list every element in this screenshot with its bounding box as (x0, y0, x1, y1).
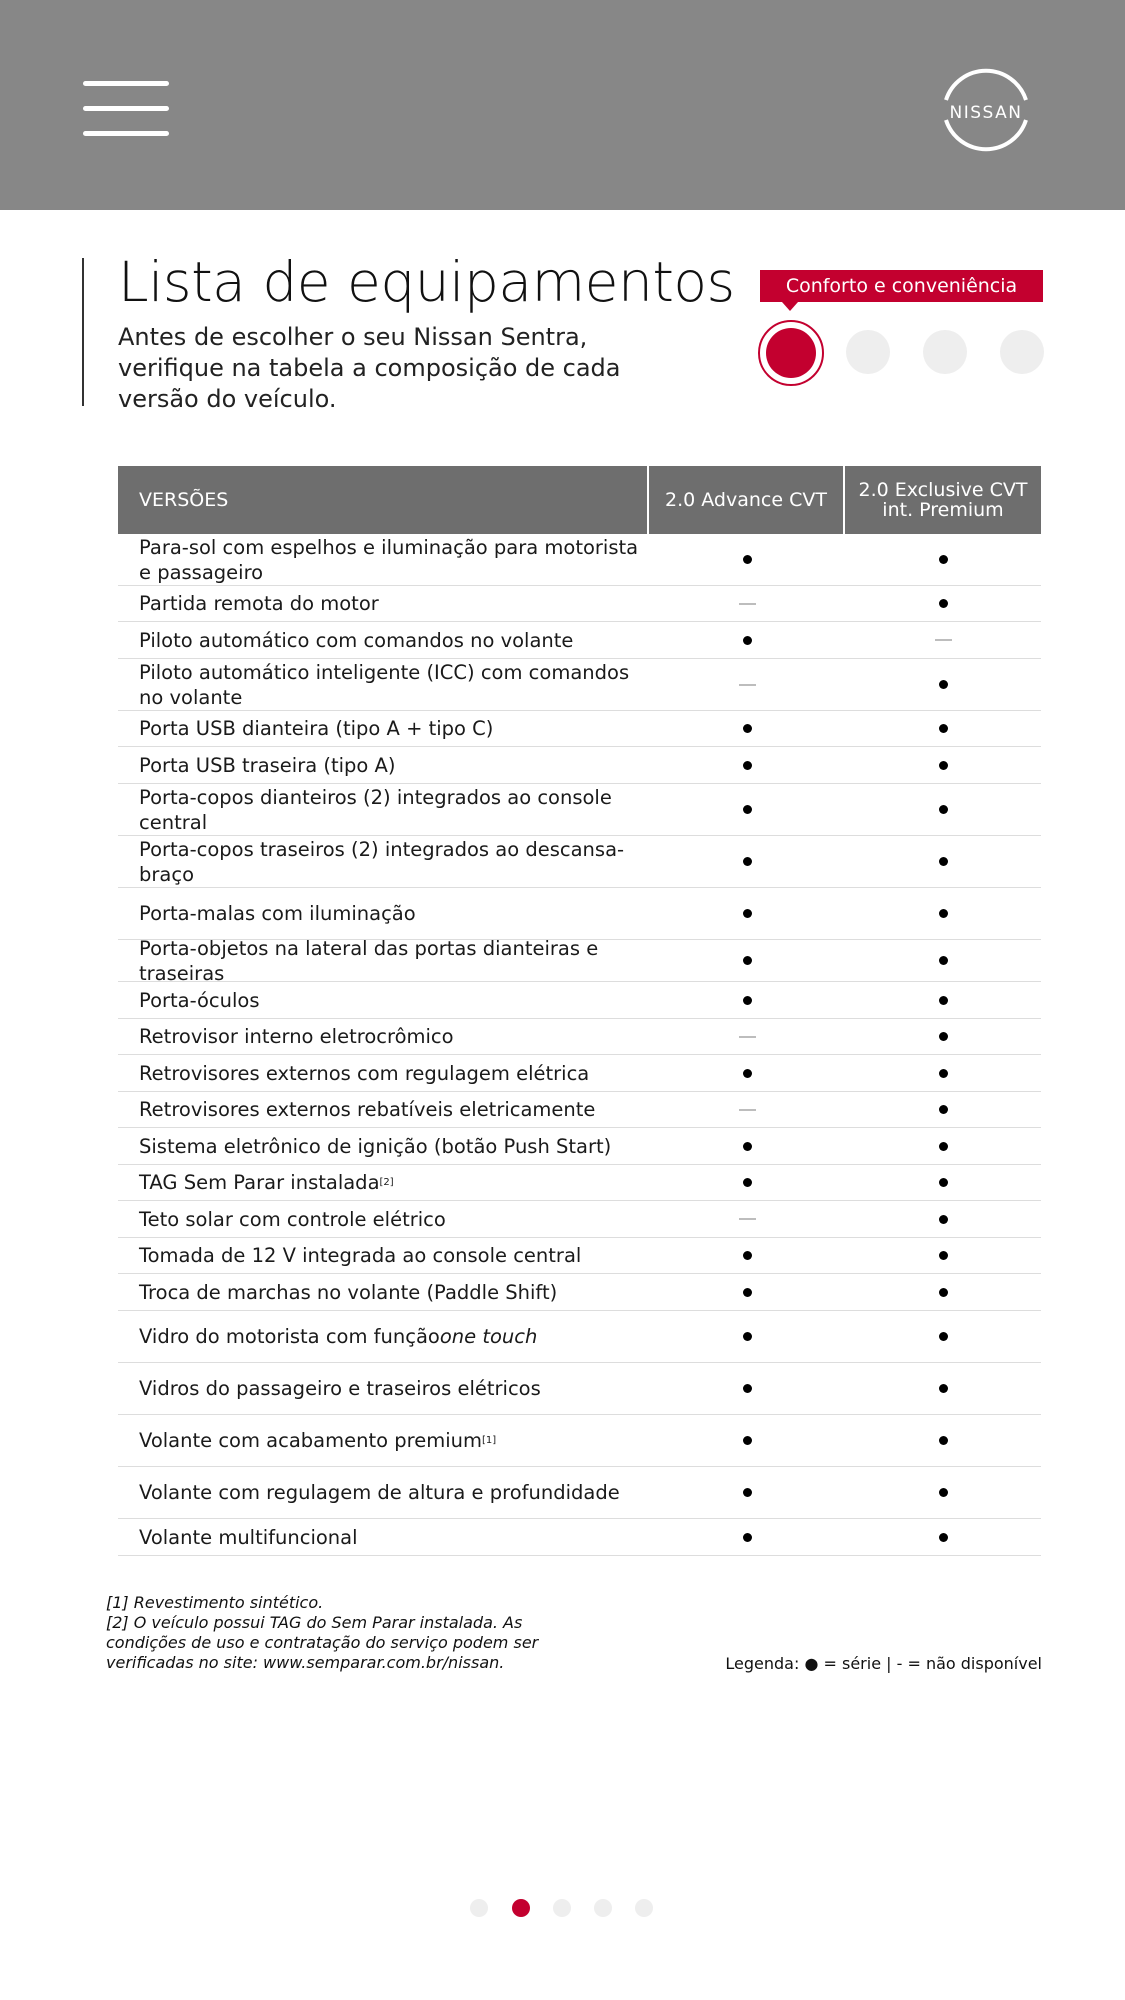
page-subtitle: Antes de escolher o seu Nissan Sentra, verifique na tabela a composição de cada versão do veículo. (118, 323, 621, 413)
equipment-label (139, 1311, 639, 1362)
unavailable-dash-icon (935, 639, 952, 641)
equipment-label (139, 1165, 639, 1200)
standard-dot-icon (743, 956, 752, 965)
equipment-label (139, 1274, 639, 1310)
standard-dot-icon (939, 805, 948, 814)
equipment-label-text: Para-sol com espelhos e iluminação para motorista e passageiro (139, 535, 639, 584)
page-title: Lista de equipamentos (118, 250, 735, 314)
nissan-logo (930, 64, 1042, 156)
legend: Legenda: ● = série | - = não disponível (725, 1654, 1042, 1673)
standard-dot-icon (743, 1288, 752, 1297)
standard-dot-icon (939, 724, 948, 733)
standard-dot-icon (743, 1332, 752, 1341)
standard-dot-icon (939, 1288, 948, 1297)
equipment-label (139, 1415, 639, 1466)
hamburger-menu-icon[interactable] (83, 81, 169, 136)
exclusive-availability (845, 1165, 1041, 1200)
exclusive-availability (845, 1055, 1041, 1091)
table-row (118, 1128, 1041, 1165)
equipment-label (139, 534, 639, 585)
equipment-label-text: Retrovisores externos rebatíveis eletricamente (139, 1098, 596, 1121)
table-row (118, 1311, 1041, 1363)
table-row (118, 1201, 1041, 1238)
category-dot-4[interactable] (1000, 330, 1044, 374)
page-dot-5[interactable] (635, 1899, 653, 1917)
exclusive-availability (845, 1092, 1041, 1127)
unavailable-dash-icon (739, 1036, 756, 1038)
unavailable-dash-icon (739, 1109, 756, 1111)
table-row (118, 586, 1041, 622)
standard-dot-icon (743, 1251, 752, 1260)
footnote-2: [2] O veículo possui TAG do Sem Parar instalada. As condições de uso e contratação do serviço podem ser verificadas no site: www.semparar.com.br/nissan. (106, 1613, 539, 1672)
advance-availability (649, 1201, 845, 1237)
column-header-exclusive: 2.0 Exclusive CVT int. Premium (858, 479, 1028, 521)
exclusive-availability (845, 836, 1041, 887)
exclusive-availability (845, 1128, 1041, 1164)
standard-dot-icon (743, 636, 752, 645)
standard-dot-icon (743, 857, 752, 866)
equipment-label-text: Partida remota do motor (139, 592, 379, 615)
standard-dot-icon (939, 857, 948, 866)
column-header-advance: 2.0 Advance CVT (649, 466, 845, 534)
equipment-label-text: Troca de marchas no volante (Paddle Shift) (139, 1280, 558, 1304)
advance-availability (649, 622, 845, 658)
advance-availability (649, 1311, 845, 1362)
advance-availability (649, 1467, 845, 1518)
exclusive-availability (845, 1274, 1041, 1310)
standard-dot-icon (939, 1332, 948, 1341)
equipment-label-text: Porta-objetos na lateral das portas dianteiras e traseiras (139, 936, 599, 985)
exclusive-availability (845, 982, 1041, 1018)
standard-dot-icon (939, 680, 948, 689)
equipment-label-text: Vidro do motorista com função (139, 1325, 440, 1348)
equipment-label-text: Tomada de 12 V integrada ao console central (139, 1244, 582, 1267)
equipment-label-text: Piloto automático inteligente (ICC) com comandos no volante (139, 660, 630, 709)
category-dot-2[interactable] (846, 330, 890, 374)
equipment-label-text: Piloto automático com comandos no volante (139, 628, 574, 652)
advance-availability (649, 1519, 845, 1555)
table-row (118, 888, 1041, 940)
standard-dot-icon (939, 1384, 948, 1393)
table-row (118, 1019, 1041, 1055)
equipment-label (139, 784, 639, 835)
advance-availability (649, 1055, 845, 1091)
standard-dot-icon (939, 1069, 948, 1078)
equipment-label (139, 1363, 639, 1414)
exclusive-availability (845, 747, 1041, 783)
standard-dot-icon (939, 1032, 948, 1041)
standard-dot-icon (939, 599, 948, 608)
equipment-label (139, 659, 639, 710)
equipment-label-text: Porta-copos traseiros (2) integrados ao descansa-braço (139, 837, 625, 886)
category-dot-1[interactable] (758, 320, 824, 386)
advance-availability (649, 1363, 845, 1414)
equipment-label (139, 747, 639, 783)
standard-dot-icon (743, 1384, 752, 1393)
footnote-ref: [1] (481, 1435, 497, 1446)
advance-availability (649, 586, 845, 621)
exclusive-availability (845, 1311, 1041, 1362)
standard-dot-icon (743, 1533, 752, 1542)
standard-dot-icon (939, 1251, 948, 1260)
equipment-label-text: Porta-óculos (139, 988, 260, 1012)
standard-dot-icon (939, 1436, 948, 1445)
table-row (118, 1055, 1041, 1092)
standard-dot-icon (743, 996, 752, 1005)
standard-dot-icon (939, 909, 948, 918)
equipment-label (139, 1467, 639, 1518)
table-row (118, 836, 1041, 888)
page-dot-2[interactable] (512, 1899, 530, 1917)
advance-availability (649, 1274, 845, 1310)
equipment-label (139, 1128, 639, 1164)
equipment-label (139, 1238, 639, 1273)
equipment-label (139, 711, 639, 746)
advance-availability (649, 1019, 845, 1054)
exclusive-availability (845, 711, 1041, 746)
exclusive-availability (845, 534, 1041, 585)
brand-wordmark: NISSAN (949, 103, 1023, 123)
standard-dot-icon (743, 1069, 752, 1078)
advance-availability (649, 1128, 845, 1164)
equipment-label (139, 1092, 639, 1127)
standard-dot-icon (939, 1488, 948, 1497)
advance-availability (649, 747, 845, 783)
page-dot-1[interactable] (470, 1899, 488, 1917)
standard-dot-icon (743, 1178, 752, 1187)
page-dot-3[interactable] (553, 1899, 571, 1917)
exclusive-availability (845, 1238, 1041, 1273)
standard-dot-icon (939, 761, 948, 770)
advance-availability (649, 784, 845, 835)
standard-dot-icon (743, 1488, 752, 1497)
advance-availability (649, 534, 845, 585)
standard-dot-icon (939, 1178, 948, 1187)
equipment-label (139, 836, 639, 887)
table-row (118, 1415, 1041, 1467)
equipment-label-text: Sistema eletrônico de ignição (botão Push Start) (139, 1134, 612, 1158)
exclusive-availability (845, 1519, 1041, 1555)
table-row (118, 1363, 1041, 1415)
table-row (118, 784, 1041, 836)
advance-availability (649, 940, 845, 981)
equipment-label-text: Porta-copos dianteiros (2) integrados ao console central (139, 785, 612, 834)
standard-dot-icon (743, 724, 752, 733)
table-row (118, 1092, 1041, 1128)
footnote-1: [1] Revestimento sintético. (106, 1593, 324, 1612)
advance-availability (649, 1092, 845, 1127)
equipment-label (139, 982, 639, 1018)
exclusive-availability (845, 784, 1041, 835)
equipment-label (139, 1519, 639, 1555)
advance-availability (649, 1238, 845, 1273)
unavailable-dash-icon (739, 684, 756, 686)
equipment-label-text: Porta-malas com iluminação (139, 902, 416, 925)
equipment-label-text: TAG Sem Parar instalada (139, 1171, 380, 1194)
standard-dot-icon (939, 1215, 948, 1224)
advance-availability (649, 888, 845, 939)
table-row (118, 1274, 1041, 1311)
equipment-label-text: Porta USB traseira (tipo A) (139, 753, 396, 777)
table-row (118, 659, 1041, 711)
exclusive-availability (845, 1467, 1041, 1518)
category-label: Conforto e conveniência (760, 270, 1043, 302)
exclusive-availability (845, 888, 1041, 939)
advance-availability (649, 1165, 845, 1200)
exclusive-availability (845, 659, 1041, 710)
equipment-label (139, 622, 639, 658)
equipment-label-text: Teto solar com controle elétrico (139, 1207, 446, 1231)
advance-availability (649, 711, 845, 746)
standard-dot-icon (939, 1533, 948, 1542)
footnotes (106, 1593, 586, 1673)
standard-dot-icon (743, 761, 752, 770)
equipment-label (139, 936, 639, 985)
table-row (118, 534, 1041, 586)
table-row (118, 1165, 1041, 1201)
exclusive-availability (845, 1415, 1041, 1466)
advance-availability (649, 659, 845, 710)
exclusive-availability (845, 1201, 1041, 1237)
page-dot-4[interactable] (594, 1899, 612, 1917)
table-row (118, 1238, 1041, 1274)
equipment-label-text: Volante com acabamento premium (139, 1429, 482, 1452)
equipment-label-text: Retrovisor interno eletrocrômico (139, 1025, 454, 1048)
standard-dot-icon (743, 1142, 752, 1151)
table-row (118, 711, 1041, 747)
standard-dot-icon (743, 1436, 752, 1445)
exclusive-availability (845, 622, 1041, 658)
category-selector (758, 320, 1048, 386)
equipment-label (139, 1201, 639, 1237)
equipment-label-text: Retrovisores externos com regulagem elétrica (139, 1061, 590, 1085)
equipment-label (139, 1055, 639, 1091)
equipment-table (118, 466, 1041, 1556)
unavailable-dash-icon (739, 603, 756, 605)
table-header (118, 466, 1041, 534)
equipment-label (139, 888, 639, 939)
exclusive-availability (845, 1019, 1041, 1054)
unavailable-dash-icon (739, 1218, 756, 1220)
equipment-label-text: Vidros do passageiro e traseiros elétricos (139, 1377, 541, 1400)
standard-dot-icon (743, 555, 752, 564)
equipment-label-emphasis: one touch (439, 1325, 538, 1348)
exclusive-availability (845, 586, 1041, 621)
advance-availability (649, 836, 845, 887)
footnote-ref: [2] (379, 1177, 394, 1188)
table-row (118, 1467, 1041, 1519)
column-header-versions: VERSÕES (118, 466, 649, 534)
table-row (118, 747, 1041, 784)
standard-dot-icon (743, 805, 752, 814)
standard-dot-icon (939, 1105, 948, 1114)
category-dot-3[interactable] (923, 330, 967, 374)
standard-dot-icon (939, 1142, 948, 1151)
table-row (118, 1519, 1041, 1556)
exclusive-availability (845, 1363, 1041, 1414)
standard-dot-icon (939, 555, 948, 564)
standard-dot-icon (939, 956, 948, 965)
table-body (118, 534, 1041, 1556)
equipment-label (139, 1019, 639, 1054)
page-pagination (470, 1898, 660, 1918)
equipment-label-text: Volante com regulagem de altura e profundidade (139, 1481, 620, 1504)
equipment-label (139, 586, 639, 621)
table-row (118, 622, 1041, 659)
equipment-label-text: Porta USB dianteira (tipo A + tipo C) (139, 717, 494, 740)
standard-dot-icon (743, 909, 752, 918)
exclusive-availability (845, 940, 1041, 981)
app-header (0, 0, 1125, 210)
equipment-label-text: Volante multifuncional (139, 1525, 358, 1549)
advance-availability (649, 982, 845, 1018)
table-row (118, 982, 1041, 1019)
standard-dot-icon (939, 996, 948, 1005)
advance-availability (649, 1415, 845, 1466)
table-row (118, 936, 1041, 985)
